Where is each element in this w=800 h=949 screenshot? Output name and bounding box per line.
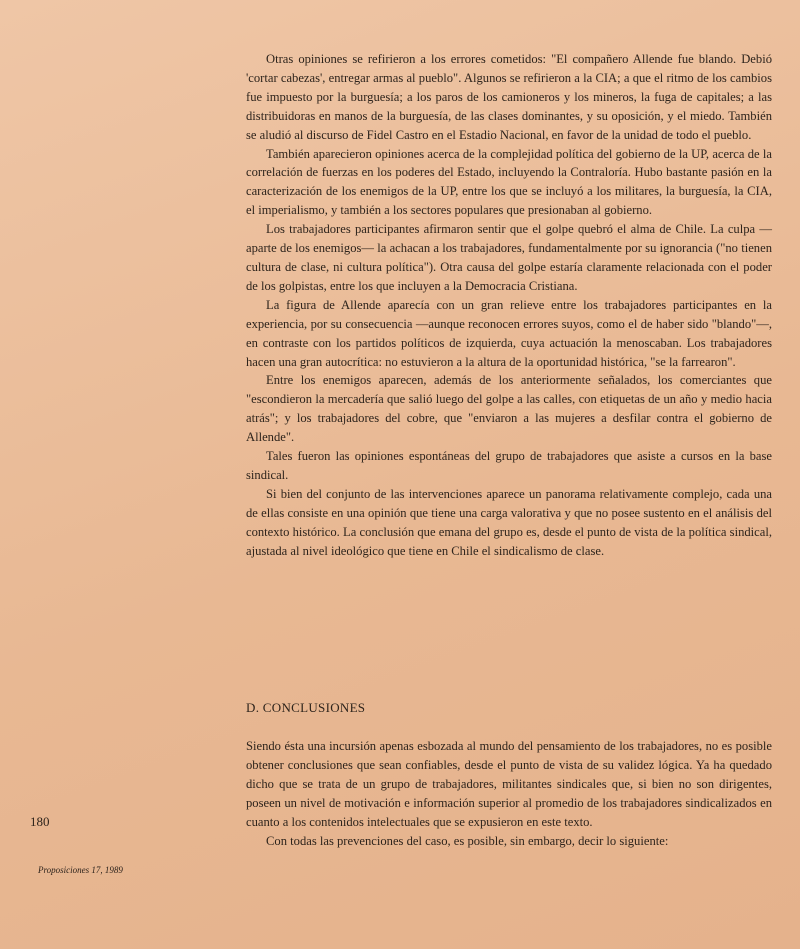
section-heading: D. CONCLUSIONES <box>246 700 366 715</box>
paragraph: Los trabajadores participantes afirmaron sentir que el golpe quebró el alma de Chile. La culpa —aparte de los enemigos— la achacan a los trabajadores, fundamentalmente por su ignorancia ("no tienen cultura de clase, ni cultura política"). Otra causa del golpe estaría claramente relacionada con el poder de los golpistas, entre los que incluyen a la Democracia Cristiana. <box>246 222 772 293</box>
paragraph: Siendo ésta una incursión apenas esbozada al mundo del pensamiento de los trabajadores, no es posible obtener conclusiones que sean confiables, desde el punto de vista de su validez lógica. Ya ha quedado dicho que se trata de un grupo de trabajadores, militantes sindicales que, si bien no son dirigentes, poseen un nivel de motivación e información superior al promedio de los trabajadores sindicalizados en cuanto a los contenidos intelectuales que se expusieron en este texto. <box>246 739 772 829</box>
paragraph: Otras opiniones se refirieron a los errores cometidos: "El compañero Allende fue blando. Debió 'cortar cabezas', entregar armas al pueblo". Algunos se refirieron a la CIA; a que el ritmo de los cambios fue impuesto por la burguesía; a los paros de los camioneros y los mineros, la fuga de capitales; a las distribuidoras en manos de la burguesía, de las clases dominantes, y su oposición, y el miedo. También se aludió al discurso de Fidel Castro en el Estadio Nacional, en favor de la unidad de todo el pueblo. <box>246 52 772 142</box>
paragraph: Con todas las prevenciones del caso, es posible, sin embargo, decir lo siguiente: <box>266 833 669 848</box>
paragraph: También aparecieron opiniones acerca de la complejidad política del gobierno de la UP, acerca de la correlación de fuerzas en los poderes del Estado, incluyendo la Contraloría. Hubo bastante pasión en la caracterización de los enemigos de la UP, entre los que se incluyó a los militares, la burguesía, la CIA, el imperialismo, y también a los sectores populares que presionaban al gobierno. <box>246 146 772 218</box>
journal-footer: Proposiciones 17, 1989 <box>38 865 123 875</box>
paragraph: Tales fueron las opiniones espontáneas del grupo de trabajadores que asiste a cursos en la base sindical. <box>246 449 772 482</box>
paragraph: La figura de Allende aparecía con un gran relieve entre los trabajadores participantes en la experiencia, por su consecuencia —aunque reconocen errores suyos, como el de haber sido "blando"—, en contraste con los partidos políticos de izquierda, cuya actuación la menoscaban. Los trabajadores hacen una gran autocrítica: no estuvieron a la altura de la oportunidad histórica, "se la farrearon". <box>246 297 772 369</box>
conclusions-text <box>246 737 772 850</box>
body-text <box>246 50 772 560</box>
paragraph: Si bien del conjunto de las intervenciones aparece un panorama relativamente complejo, cada una de ellas consiste en una opinión que tiene una carga valorativa y que no posee sustento en el análisis del contexto histórico. La conclusión que emana del grupo es, desde el punto de vista de la política sindical, ajustada al nivel ideológico que tiene en Chile el sindicalismo de clase. <box>246 486 772 558</box>
paragraph: Entre los enemigos aparecen, además de los anteriormente señalados, los comerciantes que "escondieron la mercadería que salió luego del golpe a las calles, con etiquetas de un año y medio hacia atrás"; y los trabajadores del cobre, que "enviaron a las mujeres a desfilar contra el gobierno de Allende". <box>246 373 772 445</box>
page-number: 180 <box>30 814 50 829</box>
